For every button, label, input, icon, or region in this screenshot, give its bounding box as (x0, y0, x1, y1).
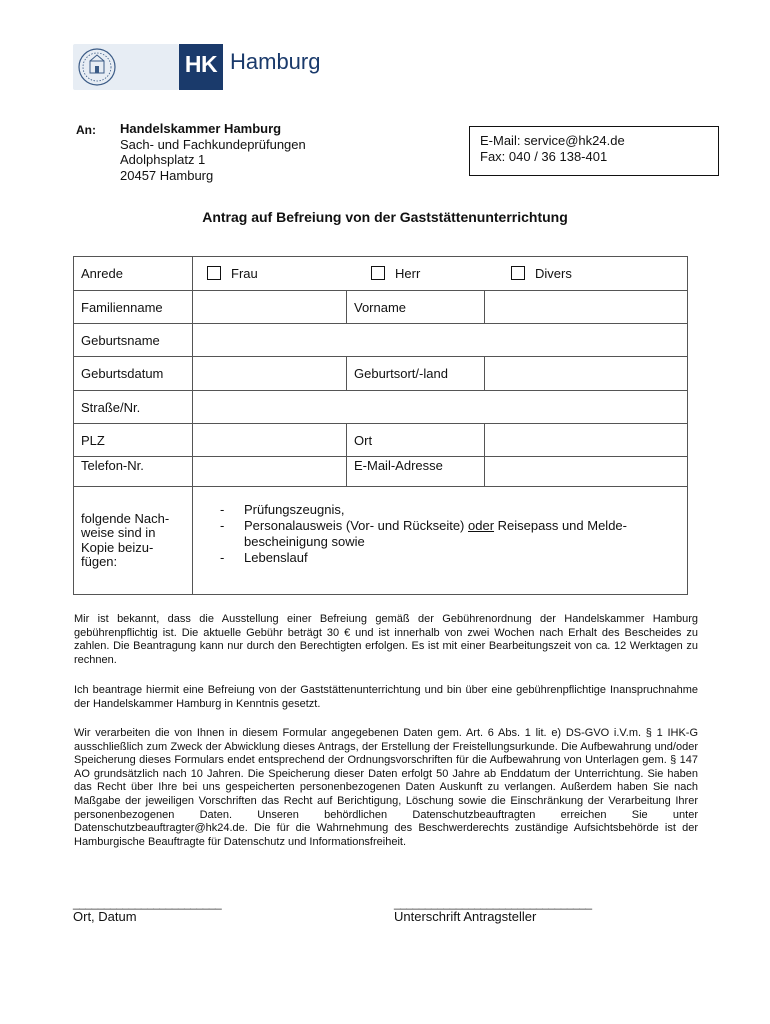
data-protection-paragraph: Wir verarbeiten die von Ihnen in diesem Formular angegebenen Daten gem. Art. 6 Abs. 1 lit. e) DS-GVO i.V.m. § 1 IHK-G ausschließlich zum Zweck der Abwicklung dieses Antrags, der Erstellung der Freistellungsurkunde. Die Aufbewahrung und/oder Speicherung dieses Formulars endet entsprechend der Ordnungsvorschriften für die Aufbewahrung von Unterlagen gem. § 147 AO grundsätzlich nach 10 Jahren. Die Speicherung dieser Daten erfolgt 50 Jahre ab Enddatum der Unterrichtung. Sie haben das Recht über Ihre bei uns gespeicherten personenbezogenen Daten Auskunft zu verlangen. Außerdem haben Sie nach Maßgabe der jeweiligen Vorschriften das Recht auf Berichtigung, Löschung sowie die Einschränkung der Verarbeitung Ihrer personenbezogenen Daten. Unseren behördlichen Datenschutzbeauftragten erreichen Sie unter Datenschutzbeauftragter@hk24.de. Die für die Wahrnehmung des Beschwerderechts zuständige Aufsichtsbehörde ist der Hamburgische Beauftragte für Datenschutz und Informationsfreiheit. (74, 727, 698, 848)
recipient-address (120, 121, 306, 183)
contact-email: E-Mail: service@hk24.de (480, 133, 625, 148)
familienname-field[interactable] (193, 291, 347, 324)
plz-field[interactable] (193, 424, 347, 457)
document-item: - Lebenslauf (220, 550, 687, 566)
date-signature-line[interactable]: ________________________ (73, 896, 222, 910)
geburtsort-label: Geburtsort/-land (347, 357, 485, 391)
checkbox-herr[interactable] (371, 266, 385, 280)
nachweise-label-line: Kopie beizu- (81, 539, 154, 555)
option-herr[interactable] (371, 266, 420, 281)
document-text: Reisepass und Melde- (494, 518, 627, 533)
recipient-city: 20457 Hamburg (120, 167, 214, 183)
checkbox-divers[interactable] (511, 266, 525, 280)
vorname-label: Vorname (347, 291, 485, 324)
option-frau-label: Frau (231, 265, 258, 281)
geburtsort-field[interactable] (485, 357, 688, 391)
vorname-field[interactable] (485, 291, 688, 324)
place-date-label: Ort, Datum (73, 909, 137, 924)
geburtsdatum-field[interactable] (193, 357, 347, 391)
option-frau[interactable] (207, 266, 258, 281)
geburtsname-label: Geburtsname (74, 324, 193, 357)
application-form-table (73, 256, 688, 595)
plz-label: PLZ (74, 424, 193, 457)
document-text-underlined: oder (468, 518, 495, 533)
option-divers[interactable] (511, 266, 572, 281)
ort-field[interactable] (485, 424, 688, 457)
anrede-label: Anrede (74, 257, 193, 291)
option-herr-label: Herr (395, 265, 421, 281)
geburtsdatum-label: Geburtsdatum (74, 357, 193, 391)
ort-label: Ort (347, 424, 485, 457)
strasse-label: Straße/Nr. (74, 391, 193, 424)
email-label: E-Mail-Adresse (347, 457, 485, 487)
familienname-label: Familienname (74, 291, 193, 324)
nachweise-label-line: fügen: (81, 554, 118, 569)
required-documents-list (220, 502, 687, 566)
applicant-signature-label: Unterschrift Antragsteller (394, 909, 537, 924)
recipient-department: Sach- und Fachkundeprüfungen (120, 136, 306, 152)
document-item (220, 518, 687, 550)
logo-hk-mark: HK (179, 44, 223, 90)
anrede-options (193, 257, 688, 291)
application-statement-paragraph: Ich beantrage hiermit eine Befreiung von der Gaststättenunterrichtung und bin über eine gebührenpflichtige Inanspruchnahme der Handelskammer Hamburg in Kenntnis gesetzt. (74, 684, 698, 710)
hk-hamburg-logo (73, 44, 321, 90)
required-documents (193, 487, 688, 595)
applicant-signature-line[interactable]: ________________________________ (394, 896, 592, 910)
logo-city-name: Hamburg (230, 49, 321, 74)
fee-notice-paragraph: Mir ist bekannt, dass die Ausstellung einer Befreiung gemäß der Gebührenordnung der Handelskammer Hamburg gebührenpflichtig ist. Die aktuelle Gebühr beträgt 30 € und ist innerhalb von zwei Wochen nach Erhalt des Bescheides zu zahlen. Die Beantragung kann nur durch den Berechtigten erfolgen. Es ist mit einer Bearbeitungszeit von ca. 12 Werktagen zu rechnen. (74, 613, 698, 666)
document-text: bescheinigung sowie (244, 534, 365, 549)
geburtsname-field[interactable] (193, 324, 688, 357)
document-text: Personalausweis (Vor- und Rückseite) (244, 518, 468, 533)
nachweise-label (74, 487, 193, 595)
telefon-label: Telefon-Nr. (74, 457, 193, 487)
document-item: - Prüfungszeugnis, (220, 502, 687, 518)
recipient-street: Adolphsplatz 1 (120, 152, 206, 167)
recipient-name: Handelskammer Hamburg (120, 121, 282, 136)
nachweise-label-line: folgende Nach- (81, 510, 170, 526)
contact-fax: Fax: 040 / 36 138-401 (480, 148, 608, 164)
checkbox-frau[interactable] (207, 266, 221, 280)
form-title: Antrag auf Befreiung von der Gaststättenunterrichtung (202, 209, 568, 225)
recipient-label: An: (76, 123, 96, 137)
strasse-field[interactable] (193, 391, 688, 424)
telefon-field[interactable] (193, 457, 347, 487)
contact-box (469, 126, 719, 176)
email-field[interactable] (485, 457, 688, 487)
chamber-seal-icon (73, 44, 179, 90)
nachweise-label-line: weise sind in (81, 525, 156, 540)
option-divers-label: Divers (535, 265, 572, 281)
